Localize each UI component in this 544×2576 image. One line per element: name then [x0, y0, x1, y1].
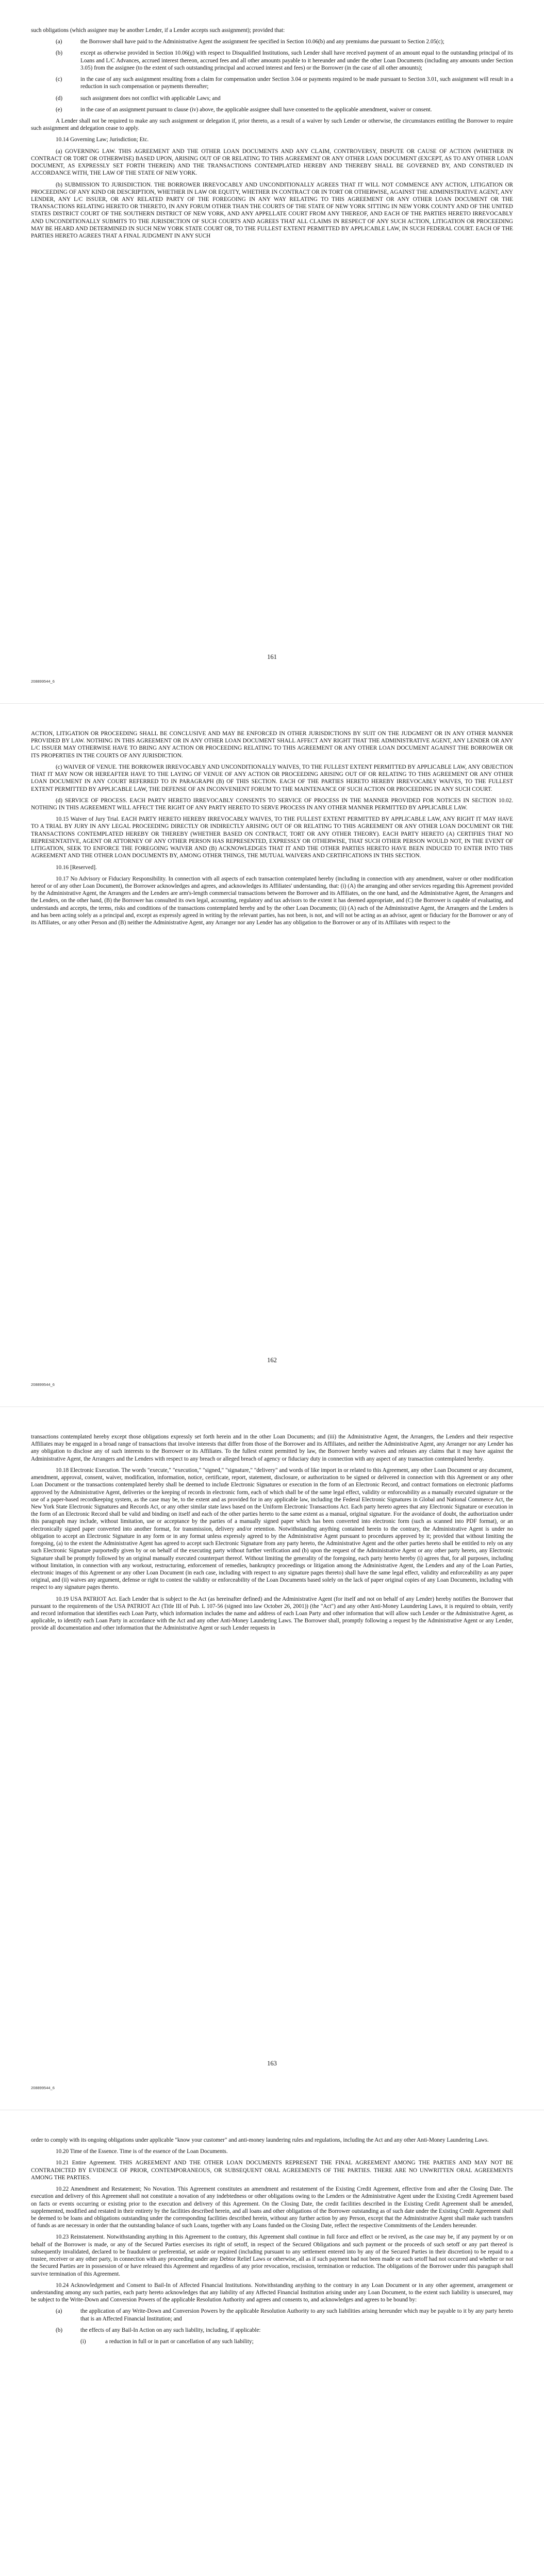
document-id: 208899544_6: [31, 2086, 55, 2090]
clause-text: in the case of any such assignment resulting from a claim for compensation under Section 3.04 or payments required to be made pursuant to Section 3.01, such assignment will result in a reduction in such compensation or payments thereafter;: [80, 76, 513, 90]
paragraph: 10.21 Entire Agreement. THIS AGREEMENT AND THE OTHER LOAN DOCUMENTS REPRESENT THE FINAL AGREEMENT AMONG THE PARTIES AND MAY NOT BE CONTRADICTED BY EVIDENCE OF PRIOR, CONTEMPORANEOUS, OR SUBSEQUENT ORAL AGREEMENTS OF THE PARTIES. THERE ARE NO UNWRITTEN ORAL AGREEMENTS AMONG THE PARTIES.: [31, 2160, 513, 2181]
clause: [31, 38, 513, 45]
clause-label: (d): [56, 95, 63, 101]
clause-label: (b): [56, 2327, 63, 2333]
clause: [31, 95, 513, 102]
section-heading: 10.16 [Reserved].: [56, 864, 97, 871]
clause: [31, 2308, 513, 2322]
clause-text: a reduction in full or in part or cancellation of any such liability;: [105, 2338, 254, 2345]
clause-text: the Borrower shall have paid to the Administrative Agent the assignment fee specified in Section 10.06(b) and any premiums due pursuant to Section 2.05(c);: [80, 39, 444, 45]
paragraph: (a) GOVERNING LAW. THIS AGREEMENT AND THE OTHER LOAN DOCUMENTS AND ANY CLAIM, CONTROVERSY, DISPUTE OR CAUSE OF ACTION (WHETHER IN CONTRACT OR TORT OR OTHERWISE) BASED UPON, ARISING OUT OF OR RELATING TO THIS AGREEMENT OR ANY OTHER LOAN DOCUMENT (EXCEPT, AS TO ANY OTHER LOAN DOCUMENT, AS EXPRESSLY SET FORTH THEREIN) AND THE TRANSACTIONS CONTEMPLATED HEREBY AND THEREBY SHALL BE GOVERNED BY, AND CONSTRUED IN ACCORDANCE WITH, THE LAW OF THE STATE OF NEW YORK.: [31, 148, 513, 177]
clause: [31, 2338, 513, 2345]
clause-label: (i): [80, 2338, 86, 2345]
paragraph: (d) SERVICE OF PROCESS. EACH PARTY HERETO IRREVOCABLY CONSENTS TO SERVICE OF PROCESS IN THE MANNER PROVIDED FOR NOTICES IN SECTION 10.02. NOTHING IN THIS AGREEMENT WILL AFFECT THE RIGHT OF ANY PARTY HERETO TO SERVE PROCESS IN ANY OTHER MANNER PERMITTED BY APPLICABLE LAW.: [31, 797, 513, 811]
paragraph: ACTION, LITIGATION OR PROCEEDING SHALL BE CONCLUSIVE AND MAY BE ENFORCED IN OTHER JURISDICTIONS BY SUIT ON THE JUDGMENT OR IN ANY OTHER MANNER PROVIDED BY LAW. NOTHING IN THIS AGREEMENT OR IN ANY OTHER LOAN DOCUMENT SHALL AFFECT ANY RIGHT THAT THE ADMINISTRATIVE AGENT, ANY LENDER OR ANY L/C ISSUER MAY OTHERWISE HAVE TO BRING ANY ACTION OR PROCEEDING RELATING TO THIS AGREEMENT OR ANY OTHER LOAN DOCUMENT AGAINST THE BORROWER OR ITS PROPERTIES IN THE COURTS OF ANY JURISDICTION.: [31, 731, 513, 759]
document-id: 208899544_6: [31, 679, 55, 684]
page-number: 161: [267, 653, 277, 660]
clause-label: (b): [56, 50, 63, 57]
clause-text: in the case of an assignment pursuant to clause (iv) above, the applicable assignee shall have consented to the applicable amendment, waiver or consent.: [80, 106, 432, 113]
paragraph: 10.15 Waiver of Jury Trial. EACH PARTY HERETO HEREBY IRREVOCABLY WAIVES, TO THE FULLEST EXTENT PERMITTED BY APPLICABLE LAW, ANY RIGHT IT MAY HAVE TO A TRIAL BY JURY IN ANY LEGAL PROCEEDING DIRECTLY OR INDIRECTLY ARISING OUT OF OR RELATING TO THIS AGREEMENT OR ANY OTHER LOAN DOCUMENT OR THE TRANSACTIONS CONTEMPLATED HEREBY OR THEREBY (WHETHER BASED ON CONTRACT, TORT OR ANY OTHER THEORY). EACH PARTY HERETO (A) CERTIFIES THAT NO REPRESENTATIVE, AGENT OR ATTORNEY OF ANY OTHER PERSON HAS REPRESENTED, EXPRESSLY OR OTHERWISE, THAT SUCH OTHER PERSON WOULD NOT, IN THE EVENT OF LITIGATION, SEEK TO ENFORCE THE FOREGOING WAIVER AND (B) ACKNOWLEDGES THAT IT AND THE OTHER PARTIES HERETO HAVE BEEN INDUCED TO ENTER INTO THIS AGREEMENT AND THE OTHER LOAN DOCUMENTS BY, AMONG OTHER THINGS, THE MUTUAL WAIVERS AND CERTIFICATIONS IN THIS SECTION.: [31, 816, 513, 859]
paragraph: 10.23 Reinstatement. Notwithstanding anything in this Agreement to the contrary, this Agreement shall continue in full force and effect or be revived, as the case may be, if any payment by or on behalf of the Borrower is made, or any of the Secured Parties exercises its right of setoff, in respect of the Secured Obligations and such payment or the proceeds of such setoff or any part thereof is subsequently invalidated, declared to be fraudulent or preferential, set aside or required (including pursuant to any settlement entered into by any of the Secured Parties in their discretion) to be repaid to a trustee, receiver or any other party, in connection with any proceeding under any Debtor Relief Laws or otherwise, all as if such payment had not been made or such setoff had not occurred and whether or not the Secured Parties are in possession of or have released this Agreement and regardless of any prior revocation, rescission, termination or reduction. The obligations of the Borrower under this paragraph shall survive termination of this Agreement.: [31, 2234, 513, 2277]
clause-label: (e): [56, 106, 62, 113]
paragraph: 10.20 Time of the Essence. Time is of the essence of the Loan Documents.: [56, 2148, 228, 2155]
clause-text: except as otherwise provided in Section 10.06(g) with respect to Disqualified Institutions, such Lender shall have received payment of an amount equal to the outstanding principal of its Loans and L/C Advances, accrued interest thereon, accrued fees and all other amounts payable to it hereunder and under the other Loan Documents (including any amounts under Section 3.05) from the assignee (to the extent of such outstanding principal and accrued interest and fees) or the Borrower (in the case of all other amounts);: [80, 50, 513, 71]
paragraph: A Lender shall not be required to make any such assignment or delegation if, prior thereto, as a result of a waiver by such Lender or otherwise, the circumstances entitling the Borrower to require such assignment and delegation cease to apply.: [31, 117, 513, 132]
paragraph: 10.18 Electronic Execution. The words "execute," "execution," "signed," "signature," "delivery" and words of like import in or related to this Agreement, any other Loan Document or any document, amendment, approval, consent, waiver, modification, information, notice, certificate, report, statement, disclosure, or authorization to be signed or delivered in connection with this Agreement or any other Loan Document or the transactions contemplated hereby shall be deemed to include Electronic Signatures or execution in the form of an Electronic Record, and contract formations on electronic platforms approved by the Administrative Agent, deliveries or the keeping of records in electronic form, each of which shall be of the same legal effect, validity or enforceability as a manually executed signature or the use of a paper-based recordkeeping system, as the case may be, to the extent and as provided for in any applicable law, including the Federal Electronic Signatures in Global and National Commerce Act, the New York State Electronic Signatures and Records Act, or any other similar state laws based on the Uniform Electronic Transactions Act. Each party hereto agrees that any Electronic Signature or execution in the form of an Electronic Record shall be valid and binding on itself and each of the other parties hereto to the same extent as a manual, original signature. For the avoidance of doubt, the authorization under this paragraph may include, without limitation, use or acceptance by the parties of a manually signed paper which has been converted into electronic form (such as scanned into PDF format), or an electronically signed paper converted into another format, for transmission, delivery and/or retention. Notwithstanding anything contained herein to the contrary, the Administrative Agent is under no obligation to accept an Electronic Signature in any form or in any format unless expressly agreed to by the Administrative Agent pursuant to procedures approved by it; provided that without limiting the foregoing, (a) to the extent the Administrative Agent has agreed to accept such Electronic Signature from any party hereto, the Administrative Agent and the other parties hereto shall be entitled to rely on any such Electronic Signature purportedly given by or on behalf of the executing party without further verification and (b) upon the request of the Administrative Agent or any other party hereto, any Electronic Signature shall be promptly followed by an original manually executed counterpart thereof. Without limiting the generality of the foregoing, each party hereto hereby (i) agrees that, for all purposes, including without limitation, in connection with any workout, restructuring, enforcement of remedies, bankruptcy proceedings or litigation among the Administrative Agent, the Lenders and any of the Loan Parties, electronic images of this Agreement or any other Loan Document (in each case, including with respect to any signature pages thereto) shall have the same legal effect, validity and enforceability as any paper original, and (ii) waives any argument, defense or right to contest the validity or enforceability of the Loan Documents based solely on the lack of paper original copies of any Loan Documents, including with respect to any signature pages thereto.: [31, 1467, 513, 1591]
paragraph: 10.22 Amendment and Restatement; No Novation. This Agreement constitutes an amendment and restatement of the Existing Credit Agreement, effective from and after the Closing Date. The execution and delivery of this Agreement shall not constitute a novation of any indebtedness or other obligations owing to the Lenders or the Administrative Agent under the Existing Credit Agreement based on facts or events occurring or existing prior to the execution and delivery of this Agreement. On the Closing Date, the credit facilities described in the Existing Credit Agreement shall be amended, supplemented, modified and restated in their entirety by the facilities described herein, and all loans and other obligations of the Borrower outstanding as of such date under the Existing Credit Agreement shall be deemed to be loans and obligations outstanding under the corresponding facilities described herein, without any further action by any Person, except that the Administrative Agent shall make such transfers of funds as are necessary in order that the outstanding balance of such Loans, together with any Loans funded on the Closing Date, reflect the respective Commitments of the Lenders hereunder.: [31, 2186, 513, 2229]
clause: [31, 49, 513, 72]
paragraph: order to comply with its ongoing obligations under applicable "know your customer" and anti-money laundering rules and regulations, including the Act and any other Anti-Money Laundering Laws.: [31, 2137, 489, 2143]
clause-label: (a): [56, 39, 62, 45]
clause-text: such assignment does not conflict with applicable Laws; and: [80, 95, 221, 101]
clause-label: (c): [56, 76, 62, 83]
paragraph: 10.19 USA PATRIOT Act. Each Lender that is subject to the Act (as hereinafter defined) and the Administrative Agent (for itself and not on behalf of any Lender) hereby notifies the Borrower that pursuant to the requirements of the USA PATRIOT Act (Title III of Pub. L 107-56 (signed into law October 26, 2001)) (the "Act") and any other Anti-Money Laundering Laws, it is required to obtain, verify and record information that identifies each Loan Party, which information includes the name and address of each Loan Party and other information that will allow such Lender or the Administrative Agent, as applicable, to identify each Loan Party in accordance with the Act and any other Anti-Money Laundering Laws. The Borrower shall, promptly following a request by the Administrative Agent or any Lender, provide all documentation and other information that the Administrative Agent or such Lender requests in: [31, 1596, 513, 1632]
page-body: [31, 1433, 513, 1636]
clause-label: (a): [56, 2308, 62, 2315]
page: [0, 1406, 544, 2110]
page: [0, 0, 544, 703]
page-number: 163: [267, 2060, 277, 2067]
paragraph: (c) WAIVER OF VENUE. THE BORROWER IRREVOCABLY AND UNCONDITIONALLY WAIVES, TO THE FULLEST EXTENT PERMITTED BY APPLICABLE LAW, ANY OBJECTION THAT IT MAY NOW OR HEREAFTER HAVE TO THE LAYING OF VENUE OF ANY ACTION OR PROCEEDING ARISING OUT OF OR RELATING TO THIS AGREEMENT OR ANY OTHER LOAN DOCUMENT IN ANY COURT REFERRED TO IN PARAGRAPH (B) OF THIS SECTION. EACH OF THE PARTIES HERETO HEREBY IRREVOCABLY WAIVES, TO THE FULLEST EXTENT PERMITTED BY APPLICABLE LAW, THE DEFENSE OF AN INCONVENIENT FORUM TO THE MAINTENANCE OF SUCH ACTION OR PROCEEDING IN ANY SUCH COURT.: [31, 764, 513, 792]
paragraph: 10.17 No Advisory or Fiduciary Responsibility. In connection with all aspects of each transaction contemplated hereby (including in connection with any amendment, waiver or other modification hereof or of any other Loan Document), the Borrower acknowledges and agrees, and acknowledges its Affiliates' understanding, that: (i) (A) the arranging and other services regarding this Agreement provided by the Administrative Agent, the Arrangers and the Lenders are arm's-length commercial transactions between the Borrower and its Affiliates, on the one hand, and the Administrative Agent, the Arrangers and the Lenders, on the other hand, (B) the Borrower has consulted its own legal, accounting, regulatory and tax advisors to the extent it has deemed appropriate, and (C) the Borrower is capable of evaluating, and understands and accepts, the terms, risks and conditions of the transactions contemplated hereby and by the other Loan Documents; (ii) (A) each of the Administrative Agent, the Arrangers and the Lenders is and has been acting solely as a principal and, except as expressly agreed in writing by the relevant parties, has not been, is not, and will not be acting as an advisor, agent or fiduciary for the Borrower or any of its Affiliates, or any other Person and (B) neither the Administrative Agent, any Arranger nor any Lender has any obligation to the Borrower or any of its Affiliates with respect to the: [31, 875, 513, 926]
clause: [31, 106, 513, 113]
page-body: [31, 730, 513, 930]
clause-text: the effects of any Bail-In Action on any such liability, including, if applicable:: [80, 2327, 261, 2333]
paragraph: 10.24 Acknowledgement and Consent to Bail-In of Affected Financial Institutions. Notwithstanding anything to the contrary in any Loan Document or in any other agreement, arrangement or understanding among any such parties, each party hereto acknowledges that any liability of any Affected Financial Institution arising under any Loan Document, to the extent such liability is unsecured, may be subject to the Write-Down and Conversion Powers of the applicable Resolution Authority and agrees and consents to, and acknowledges and agrees to be bound by:: [31, 2282, 513, 2303]
paragraph: (b) SUBMISSION TO JURISDICTION. THE BORROWER IRREVOCABLY AND UNCONDITIONALLY AGREES THAT IT WILL NOT COMMENCE ANY ACTION, LITIGATION OR PROCEEDING OF ANY KIND OR DESCRIPTION, WHETHER IN LAW OR EQUITY, WHETHER IN CONTRACT OR IN TORT OR OTHERWISE, AGAINST THE ADMINISTRATIVE AGENT, ANY LENDER, ANY L/C ISSUER, OR ANY RELATED PARTY OF THE FOREGOING IN ANY WAY RELATING TO THIS AGREEMENT OR ANY OTHER LOAN DOCUMENT OR THE TRANSACTIONS RELATING HERETO OR THERETO, IN ANY FORUM OTHER THAN THE COURTS OF THE STATE OF NEW YORK SITTING IN NEW YORK COUNTY AND OF THE UNITED STATES DISTRICT COURT OF THE SOUTHERN DISTRICT OF NEW YORK, AND ANY APPELLATE COURT FROM ANY THEREOF, AND EACH OF THE PARTIES HERETO IRREVOCABLY AND UNCONDITIONALLY SUBMITS TO THE JURISDICTION OF SUCH COURTS AND AGREES THAT ALL CLAIMS IN RESPECT OF ANY SUCH ACTION, LITIGATION OR PROCEEDING MAY BE HEARD AND DETERMINED IN SUCH NEW YORK STATE COURT OR, TO THE FULLEST EXTENT PERMITTED BY APPLICABLE LAW, IN SUCH FEDERAL COURT. EACH OF THE PARTIES HERETO AGREES THAT A FINAL JUDGMENT IN ANY SUCH: [31, 181, 513, 240]
page: [0, 703, 544, 1406]
section-heading: 10.14 Governing Law; Jurisdiction; Etc.: [56, 137, 149, 143]
clause-text: the application of any Write-Down and Conversion Powers by the applicable Resolution Authority to any such liabilities arising hereunder which may be payable to it by any party hereto that is an Affected Financial Institution; and: [80, 2308, 513, 2322]
paragraph: transactions contemplated hereby except those obligations expressly set forth herein and in the other Loan Documents; and (iii) the Administrative Agent, the Arrangers, the Lenders and their respective Affiliates may be engaged in a broad range of transactions that involve interests that differ from those of the Borrower and its Affiliates, and neither the Administrative Agent, any Arranger nor any Lender has any obligation to disclose any of such interests to the Borrower or its Affiliates. To the fullest extent permitted by law, the Borrower hereby waives and releases any claims that it may have against the Administrative Agent, the Arrangers and the Lenders with respect to any breach or alleged breach of agency or fiduciary duty in connection with any aspect of any transaction contemplated hereby.: [31, 1434, 513, 1462]
clause: [31, 2327, 513, 2334]
document-id: 208899544_6: [31, 1382, 55, 1387]
page-body: [31, 2137, 513, 2349]
clause: [31, 76, 513, 90]
page-divider: [0, 703, 544, 704]
page: [0, 2110, 544, 2576]
paragraph: such obligations (which assignee may be another Lender, if a Lender accepts such assignment); provided that:: [31, 27, 285, 33]
page-divider: [0, 1406, 544, 1407]
page-number: 162: [267, 1357, 277, 1364]
page-body: [31, 27, 513, 244]
